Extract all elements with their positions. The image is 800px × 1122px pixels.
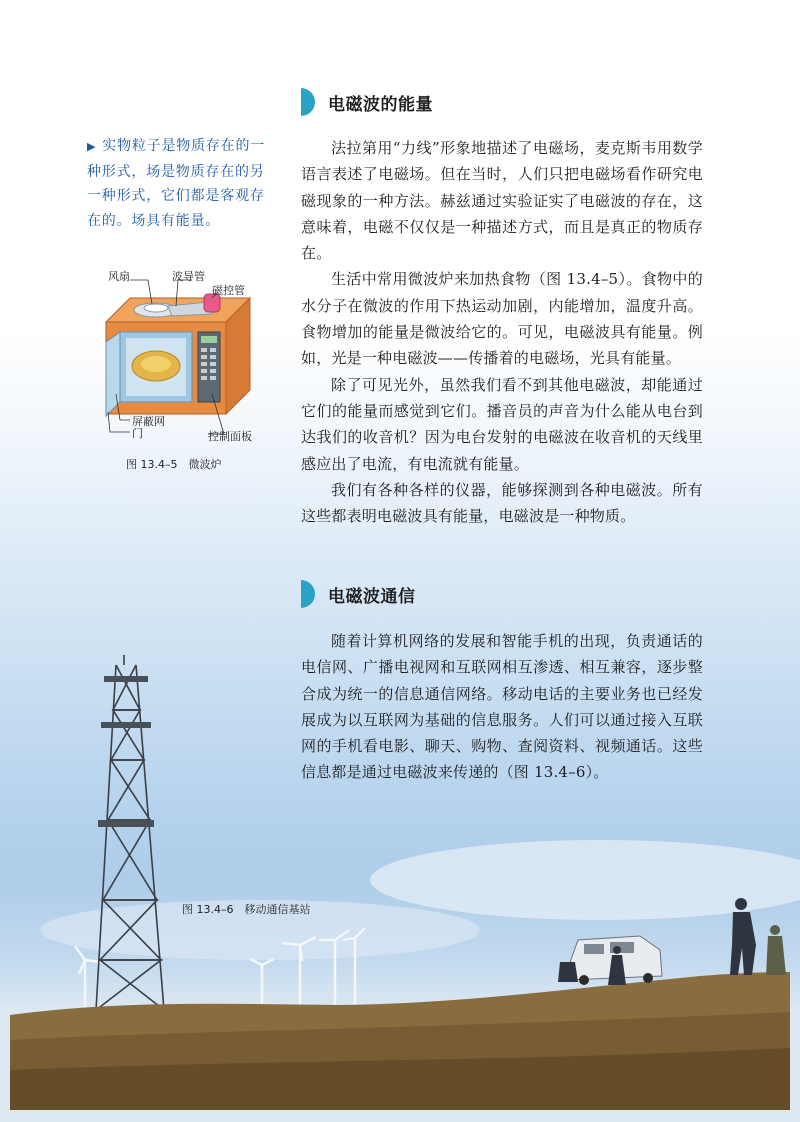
microwave-illustration	[100, 262, 272, 450]
section-marker	[301, 88, 315, 116]
microwave-figure	[100, 262, 272, 450]
label-waveguide: 波导管	[172, 270, 205, 283]
section2-body	[301, 628, 703, 786]
figure1-caption: 图 13.4–5 微波炉	[126, 458, 222, 471]
side-note	[87, 134, 270, 233]
paragraph: 除了可见光外，虽然我们看不到其他电磁波，却能通过它们的能量而感觉到它们。播音员的声音为什么能从电台到达我们的收音机？因为电台发射的电磁波在收音机的天线里感应出了电流，有电流就有能量。	[301, 375, 703, 473]
figure2-caption: 图 13.4–6 移动通信基站	[182, 903, 311, 916]
label-door: 门	[132, 427, 143, 440]
label-magnetron: 磁控管	[212, 284, 245, 297]
triangle-bullet-icon: ▶	[87, 140, 97, 153]
side-note-text: 实物粒子是物质存在的一种形式，场是物质存在的另一种形式，它们都是客观存在的。场具有能量。	[87, 138, 266, 229]
section-heading-communication	[301, 580, 416, 608]
label-fan: 风扇	[108, 270, 130, 283]
lattice-tower	[96, 655, 164, 1010]
section-title: 电磁波通信	[328, 586, 416, 607]
label-control-panel: 控制面板	[208, 430, 252, 443]
section-title: 电磁波的能量	[328, 94, 433, 115]
label-shield: 屏蔽网	[132, 415, 165, 428]
paragraph: 生活中常用微波炉来加热食物（图 13.4–5）。食物中的水分子在微波的作用下热运动加剧，内能增加，温度升高。食物增加的能量是微波给它的。可见，电磁波具有能量。例如，光是一种电磁波——传播着的电磁场，光具有能量。	[301, 270, 703, 368]
tower-platforms	[98, 676, 154, 827]
paragraph: 随着计算机网络的发展和智能手机的出现，负责通话的电信网、广播电视网和互联网相互渗透、相互兼容，逐步整合成为统一的信息通信网络。移动电话的主要业务也已经发展成为以互联网为基础的信息服务。人们可以通过接入互联网的手机看电影、聊天、购物、查阅资料、视频通话。这些信息都是通过电磁波来传递的（图 13.4–6）。	[301, 632, 703, 782]
section-marker	[301, 580, 315, 608]
section-heading-energy	[301, 88, 433, 116]
section1-body	[301, 135, 703, 529]
paragraph: 法拉第用“力线”形象地描述了电磁场，麦克斯韦用数学语言表述了电磁场。但在当时，人们只把电磁场看作研究电磁现象的一种方法。赫兹通过实验证实了电磁波的存在，这意味着，电磁不仅仅是一种描述方式，而且是真正的物质存在。	[301, 139, 703, 263]
paragraph: 我们有各种各样的仪器，能够探测到各种电磁波。所有这些都表明电磁波具有能量，电磁波是一种物质。	[301, 480, 703, 526]
